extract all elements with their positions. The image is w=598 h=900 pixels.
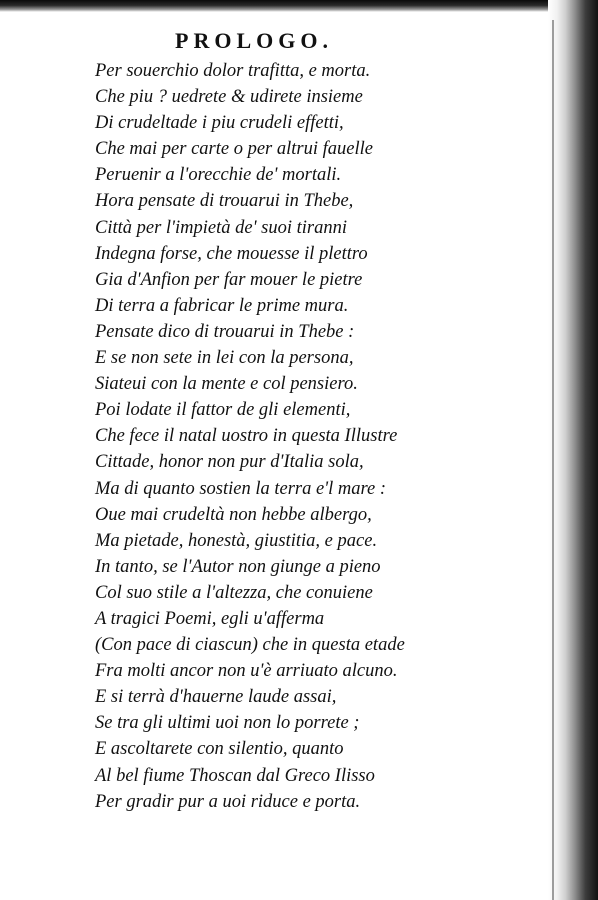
page-binding-shadow — [548, 0, 598, 900]
verse-line: E se non sete in lei con la persona, — [95, 348, 354, 369]
verse-line: Hora pensate di trouarui in Thebe, — [95, 191, 354, 212]
verse-line: Città per l'impietà de' suoi tiranni — [95, 217, 348, 238]
verse-line: Di terra a fabricar le prime mura. — [95, 295, 349, 316]
verse-line: Di crudeltade i piu crudeli effetti, — [95, 113, 344, 134]
page-top-shadow — [0, 0, 598, 12]
verse-line: Indegna forse, che mouesse il plettro — [95, 243, 368, 264]
verse-line: Che mai per carte o per altrui fauelle — [95, 139, 373, 160]
verse-line: Ma pietade, honestà, giustitia, e pace. — [95, 530, 378, 551]
page-edge-line — [552, 20, 554, 900]
verse-line: In tanto, se l'Autor non giunge a pieno — [95, 556, 381, 577]
verse-line: Oue mai crudeltà non hebbe albergo, — [95, 504, 372, 525]
verse-line: Poi lodate il fattor de gli elementi, — [95, 400, 351, 421]
verse-line: Se tra gli ultimi uoi non lo porrete ; — [95, 713, 360, 734]
verse-line: Che piu ? uedrete & udirete insieme — [95, 87, 363, 108]
verse-line: Gia d'Anfion per far mouer le pietre — [95, 269, 363, 290]
verse-block — [95, 58, 405, 815]
verse-line: E ascoltarete con silentio, quanto — [95, 739, 344, 760]
verse-line: (Con pace di ciascun) che in questa etade — [95, 635, 405, 656]
running-header: PROLOGO. — [175, 28, 333, 53]
verse-line: Che fece il natal uostro in questa Illustre — [95, 426, 398, 447]
verse-line: E si terrà d'hauerne laude assai, — [95, 687, 337, 708]
verse-line: Peruenir a l'orecchie de' mortali. — [95, 165, 342, 186]
verse-line: Fra molti ancor non u'è arriuato alcuno. — [95, 661, 398, 682]
verse-line: Siateui con la mente e col pensiero. — [95, 374, 358, 395]
verse-line: A tragici Poemi, egli u'afferma — [95, 608, 325, 629]
verse-line: Cittade, honor non pur d'Italia sola, — [95, 452, 364, 473]
verse-line: Al bel fiume Thoscan dal Greco Ilisso — [95, 765, 375, 786]
verse-line: Per souerchio dolor trafitta, e morta. — [95, 61, 371, 81]
verse-line: Col suo stile a l'altezza, che conuiene — [95, 582, 373, 603]
verse-line: Ma di quanto sostien la terra e'l mare : — [95, 478, 387, 499]
verse-line: Per gradir pur a uoi riduce e porta. — [95, 791, 361, 812]
verse-line: Pensate dico di trouarui in Thebe : — [95, 321, 355, 342]
